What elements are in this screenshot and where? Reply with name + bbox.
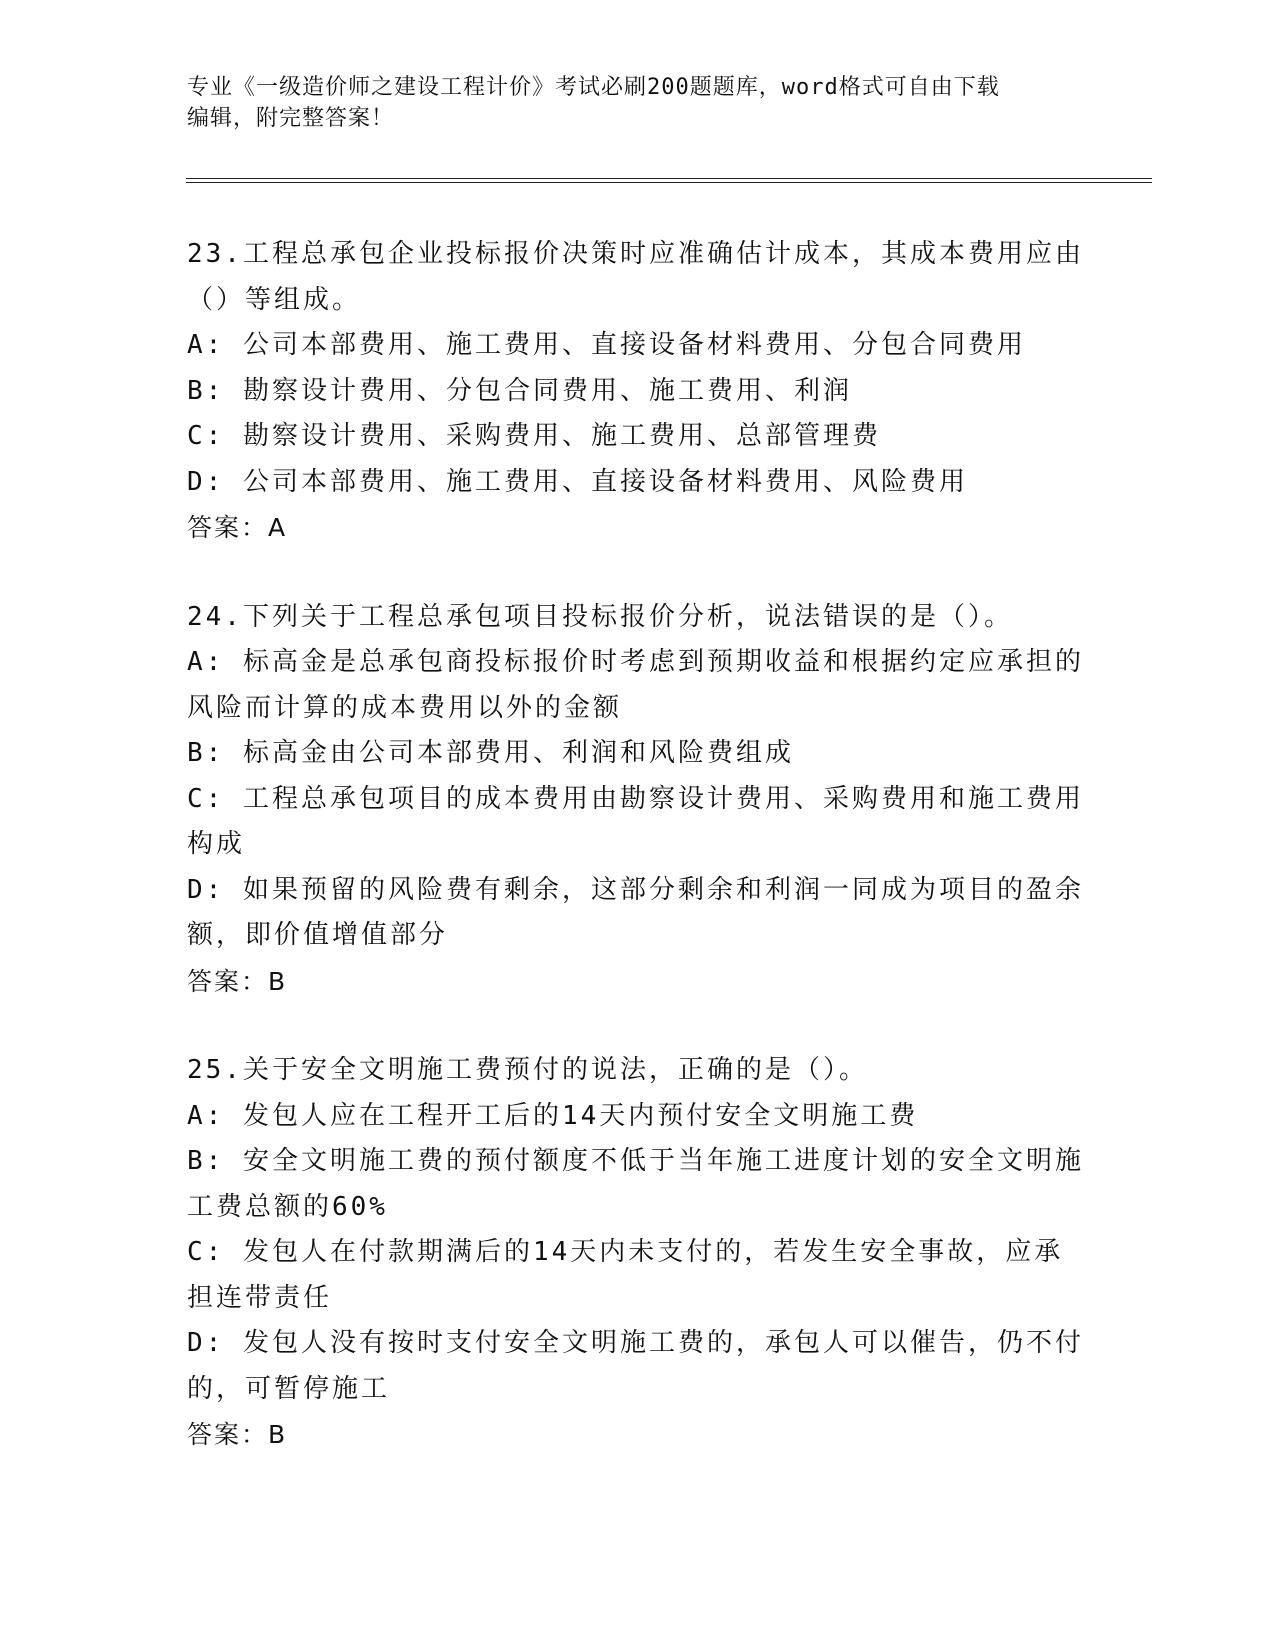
option-a: A: 公司本部费用、施工费用、直接设备材料费用、分包合同费用 [187,330,1026,360]
question-stem-line: 23.工程总承包企业投标报价决策时应准确估计成本，其成本费用应由 [187,239,1084,269]
answer-line: 答案：B [187,1420,288,1449]
option-b: B: 勘察设计费用、分包合同费用、施工费用、利润 [187,375,852,406]
option-a-continued: 风险而计算的成本费用以外的金额 [187,692,623,723]
option-c-continued: 构成 [187,829,246,859]
header-line-1: 专业《一级造价师之建设工程计价》考试必刷200题题库，word格式可自由下载 [187,75,1000,100]
option-c: C: 工程总承包项目的成本费用由勘察设计费用、采购费用和施工费用 [187,783,1084,814]
question-item [187,232,1087,551]
option-c-continued: 担连带责任 [187,1282,333,1313]
question-stem-line: （）等组成。 [187,284,362,315]
option-a: A: 标高金是总承包商投标报价时考虑到预期收益和根据约定应承担的 [187,647,1084,677]
option-c: C: 发包人在付款期满后的14天内未支付的，若发生安全事故，应承 [187,1237,1064,1267]
option-b: B: 安全文明施工费的预付额度不低于当年施工进度计划的安全文明施 [187,1146,1084,1176]
option-d-continued: 额，即价值增值部分 [187,920,449,950]
question-list [187,232,1087,1502]
option-b: B: 标高金由公司本部费用、利润和风险费组成 [187,738,794,768]
answer-line: 答案：A [187,513,288,542]
option-a: A: 发包人应在工程开工后的14天内预付安全文明施工费 [187,1100,919,1131]
question-stem-line: 25.关于安全文明施工费预付的说法，正确的是（）。 [187,1055,868,1085]
header-divider-bottom [186,182,1152,183]
header-divider-top [186,178,1152,179]
question-stem-line: 24.下列关于工程总承包项目投标报价分析，说法错误的是（）。 [187,601,1013,632]
option-d: D: 公司本部费用、施工费用、直接设备材料费用、风险费用 [187,466,968,497]
option-b-continued: 工费总额的60% [187,1191,388,1222]
option-d: D: 发包人没有按时支付安全文明施工费的，承包人可以催告，仍不付 [187,1328,1084,1358]
question-item [187,1048,1087,1458]
option-d: D: 如果预留的风险费有剩余，这部分剩余和利润一同成为项目的盈余 [187,874,1084,905]
document-header [187,72,1087,134]
option-c: C: 勘察设计费用、采购费用、施工费用、总部管理费 [187,421,881,451]
answer-line: 答案：B [187,966,288,996]
question-item [187,595,1087,1005]
header-line-2: 编辑，附完整答案！ [187,106,395,131]
option-d-continued: 的，可暂停施工 [187,1373,391,1404]
